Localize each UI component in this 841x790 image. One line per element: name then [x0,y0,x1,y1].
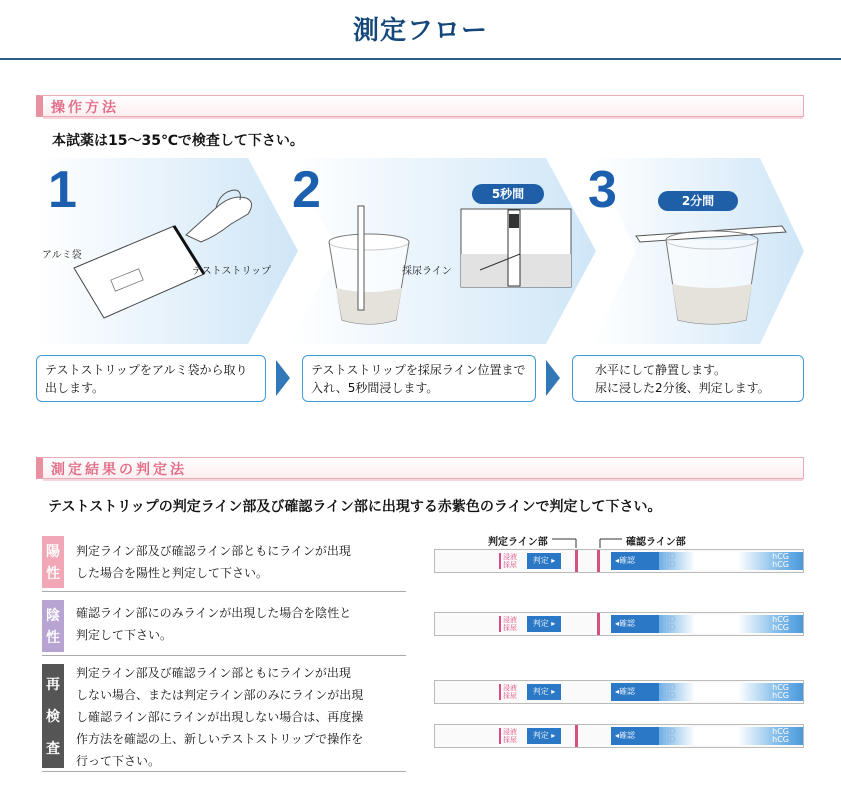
badge-char: 性 [46,630,60,646]
strip-confirm-tag: ◂確認 [611,727,659,745]
result-line: 判定ライン部及び確認ライン部ともにラインが出現 [76,544,351,558]
strip-id-text: ID ID [667,552,676,569]
strip-confirm-tag: ◂確認 [611,683,659,701]
confirm-line-mark [597,550,600,572]
temperature-note: 本試薬は15〜35℃で検査して下さい。 [52,133,304,149]
sampling-zoom-icon [460,208,572,288]
badge-char: 性 [46,566,60,582]
section-header-judgement [36,457,804,479]
result-text-negative [76,602,351,646]
test-strip [434,680,804,704]
step-number-2: 2 [292,161,321,219]
time-badge-2m: 2分間 [658,191,738,211]
result-line: 行って下さい。 [76,754,161,768]
result-line: 作方法を確認の上、新しいテストストリップで操作を [76,732,364,746]
result-line: 確認ライン部にのみラインが出現した場合を陰性と [76,606,352,620]
section-header-label: 測定結果の判定法 [51,462,187,478]
judge-line-label: 判定ライン部 [488,537,548,548]
step-number-1: 1 [48,161,77,219]
arrow-right-icon [546,360,560,396]
hand-icon [176,180,266,250]
strip-id-text: ID ID [667,727,676,744]
strip-id-text: ID ID [667,683,676,700]
result-badge-positive [42,536,64,588]
test-strip [434,724,804,748]
step-2-description: テストストリップを採尿ライン位置まで入れ、5秒間浸します。 [302,355,536,402]
badge-char: 検 [46,709,60,725]
strip-judge-tag: 判定 ▸ [527,728,561,744]
result-text-retest [76,662,363,772]
strip-sample-tag: 浸液 採尿 [499,684,523,700]
strip-hcg-text: hCG hCG [772,615,789,632]
strip-confirm-tag: ◂確認 [611,552,659,570]
result-line: した場合を陽性と判定して下さい。 [76,566,269,580]
strip-hcg-text: hCG hCG [772,727,789,744]
sampling-line-label: 採尿ライン [402,266,452,277]
result-row-retest [42,660,406,772]
step-number-3: 3 [588,161,617,219]
strip-label: テストストリップ [192,266,272,277]
step-3-description [572,355,804,402]
strip-hcg-text: hCG hCG [772,552,789,569]
test-strip [434,612,804,636]
strip-hcg-text: hCG hCG [772,683,789,700]
badge-char: 陽 [46,544,60,560]
strip-judge-tag: 判定 ▸ [527,684,561,700]
judge-line-mark [575,550,578,572]
strip-id-text: ID ID [667,615,676,632]
confirm-line-mark [597,613,600,635]
title-divider [0,58,841,60]
result-line: 判定して下さい。 [76,628,173,642]
judge-line-mark [575,725,578,747]
time-badge-5s: 5秒間 [472,184,544,204]
cup-icon [324,202,414,332]
strip-judge-tag: 判定 ▸ [527,553,561,569]
result-row-positive [42,532,406,592]
strip-sample-tag: 浸液 採尿 [499,728,523,744]
judgement-instruction: テストストリップの判定ライン部及び確認ライン部に出現する赤紫色のラインで判定して下さい。 [48,499,662,515]
result-line: しない場合、または判定ライン部のみにラインが出現 [76,688,364,702]
strip-judge-tag: 判定 ▸ [527,616,561,632]
section-header-operation [36,95,804,117]
result-line: 判定ライン部及び確認ライン部ともにラインが出現 [76,666,351,680]
arrow-right-icon [276,360,290,396]
confirm-line-label: 確認ライン部 [626,537,686,548]
test-strip [434,549,804,573]
pouch-label: アルミ袋 [42,250,82,261]
result-badge-negative [42,600,64,652]
strip-sample-tag: 浸液 採尿 [499,616,523,632]
badge-char: 査 [46,741,60,757]
page-title: 測定フロー [352,16,488,46]
badge-char: 再 [46,677,60,693]
strip-confirm-tag: ◂確認 [611,615,659,633]
step-3-line-2: 尿に浸した2分後、判定します。 [595,381,770,395]
step-3-line-1: 水平にして静置します。 [595,363,727,377]
result-badge-retest [42,664,64,768]
section-header-label: 操作方法 [51,100,119,116]
step-1-description: テストストリップをアルミ袋から取り出します。 [36,355,266,402]
steps-illustration [36,158,804,344]
pointer-lines [540,534,640,550]
result-line: し確認ライン部にラインが出現しない場合は、再度操 [76,710,364,724]
cup-flat-icon [632,212,792,332]
strip-sample-tag: 浸液 採尿 [499,553,523,569]
badge-char: 陰 [46,608,60,624]
result-row-negative [42,596,406,656]
result-text-positive [76,540,351,584]
